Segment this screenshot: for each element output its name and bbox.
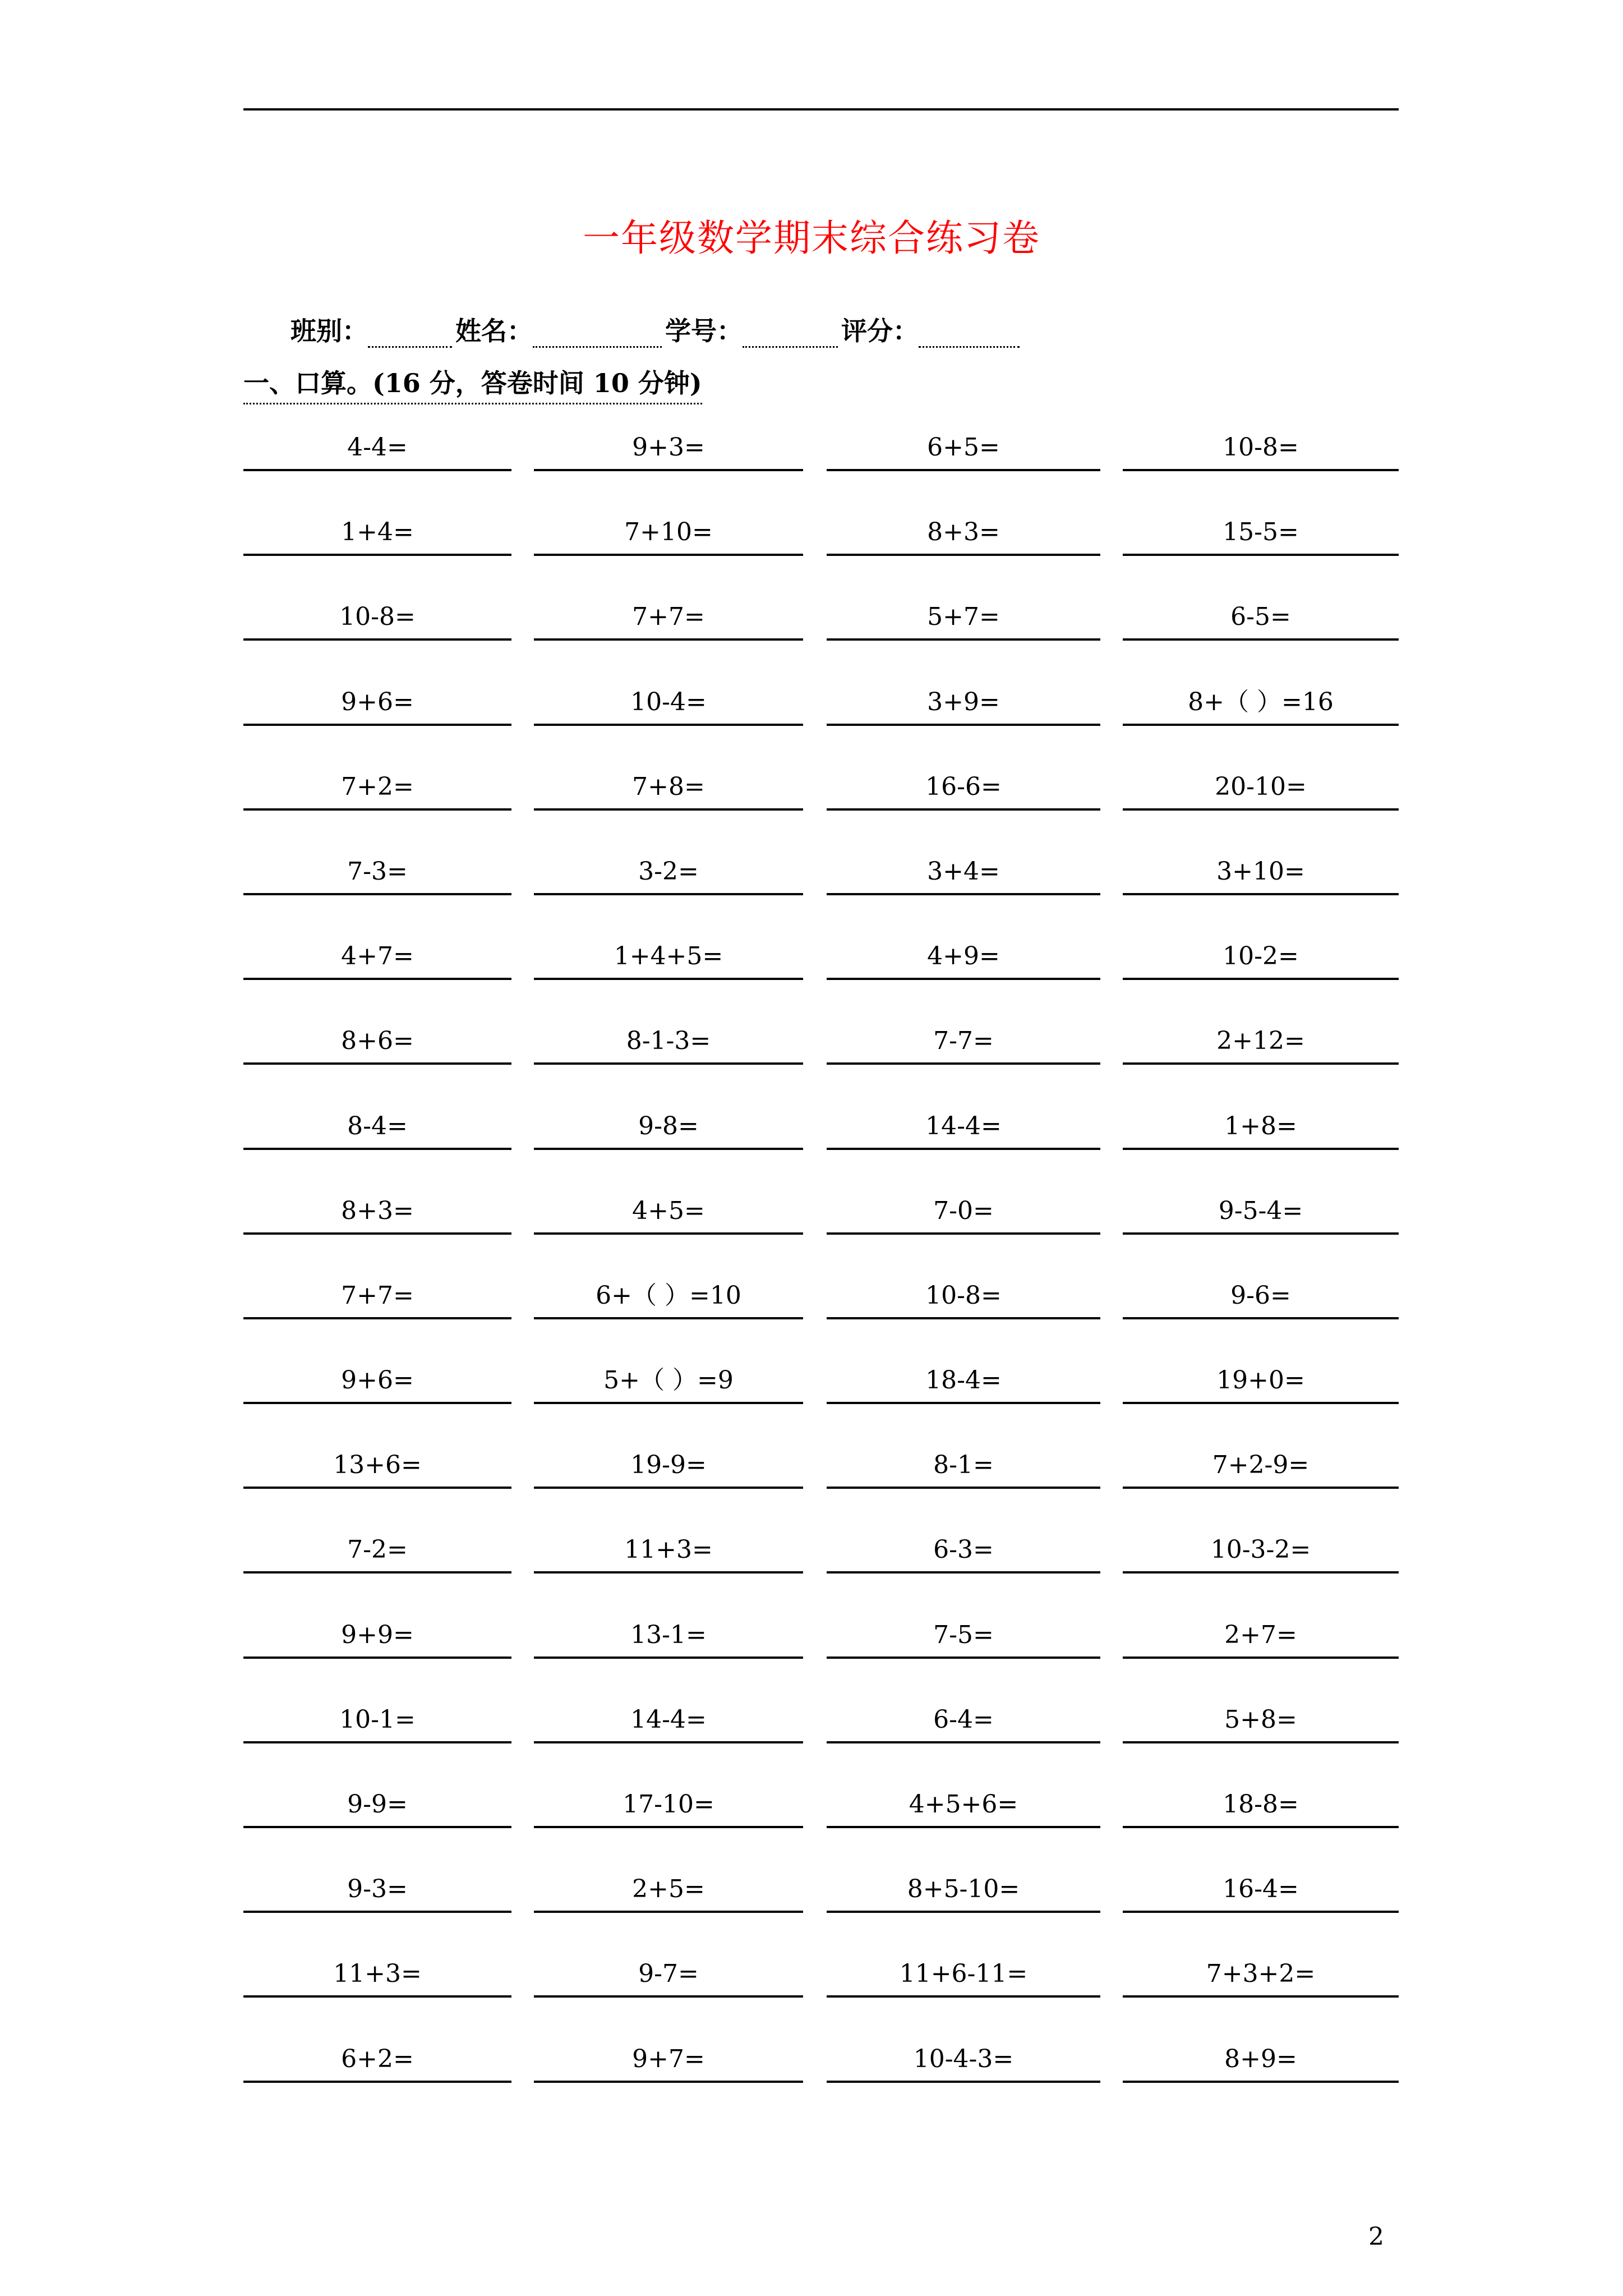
problem-cell <box>243 1179 511 1235</box>
problem-cell <box>827 754 1100 811</box>
problem-cell <box>827 1857 1100 1913</box>
student-id-label: 学号： <box>665 316 743 346</box>
problem-cell <box>827 500 1100 556</box>
problem-cell <box>534 415 803 471</box>
answer-line[interactable] <box>534 1402 803 1404</box>
problem-expression: 10-2= <box>1223 942 1299 971</box>
problem-row <box>243 670 1399 754</box>
answer-line[interactable] <box>534 1826 803 1828</box>
problem-cell <box>1123 1009 1399 1065</box>
problem-row <box>243 1772 1399 1857</box>
problem-row <box>243 2027 1399 2111</box>
problem-expression: 11+6-11= <box>899 1959 1028 1989</box>
problem-cell <box>243 1687 511 1743</box>
problem-expression: 7+3+2= <box>1206 1959 1316 1989</box>
answer-line[interactable] <box>827 1826 1100 1828</box>
answer-line[interactable] <box>243 2081 511 2083</box>
problem-cell <box>534 670 803 726</box>
answer-line[interactable] <box>1123 2081 1399 2083</box>
answer-line[interactable] <box>1123 1657 1399 1659</box>
problem-expression: 9-8= <box>638 1111 699 1140</box>
problem-expression: 9-3= <box>347 1875 408 1904</box>
problem-row <box>243 500 1399 585</box>
problem-cell <box>827 1094 1100 1150</box>
problem-row <box>243 1687 1399 1772</box>
problem-expression: 6-3= <box>933 1535 994 1565</box>
problem-expression: 19+0= <box>1216 1366 1305 1395</box>
problem-expression: 13-1= <box>630 1620 707 1649</box>
problem-cell <box>243 1094 511 1150</box>
answer-line[interactable] <box>827 638 1100 641</box>
problem-expression: 10-1= <box>339 1705 416 1734</box>
answer-line[interactable] <box>827 1571 1100 1573</box>
problem-expression: 19-9= <box>630 1451 707 1480</box>
problem-cell <box>1123 1433 1399 1489</box>
problem-expression: 1+4= <box>341 518 414 547</box>
problem-row <box>243 1094 1399 1179</box>
answer-line[interactable] <box>827 893 1100 895</box>
problem-row <box>243 1263 1399 1348</box>
problem-expression: 3+9= <box>927 687 1000 716</box>
problem-grid <box>243 415 1399 2111</box>
problem-expression: 10-4= <box>630 687 707 716</box>
problem-expression: 6+5= <box>927 433 1000 462</box>
answer-line[interactable] <box>827 469 1100 471</box>
problem-cell <box>243 500 511 556</box>
problem-expression: 5+8= <box>1224 1705 1297 1734</box>
problem-cell <box>243 585 511 641</box>
problem-cell <box>1123 1263 1399 1319</box>
problem-expression: 6-5= <box>1230 602 1291 632</box>
problem-cell <box>243 1772 511 1828</box>
problem-expression: 11+3= <box>333 1959 422 1989</box>
problem-cell <box>1123 1941 1399 1998</box>
problem-cell <box>534 1009 803 1065</box>
problem-cell <box>1123 670 1399 726</box>
problem-cell <box>534 1517 803 1573</box>
score-label: 评分： <box>841 316 919 346</box>
problem-cell <box>243 754 511 811</box>
problem-cell <box>534 1687 803 1743</box>
problem-expression: 1+8= <box>1224 1111 1297 1140</box>
problem-cell <box>534 1433 803 1489</box>
problem-row <box>243 1433 1399 1517</box>
answer-line[interactable] <box>534 554 803 556</box>
problem-cell <box>1123 1094 1399 1150</box>
worksheet-title: 一年级数学期末综合练习卷 <box>583 217 1040 260</box>
answer-line[interactable] <box>827 554 1100 556</box>
answer-line[interactable] <box>1123 1402 1399 1404</box>
problem-row <box>243 839 1399 924</box>
problem-expression: 13+6= <box>333 1451 422 1480</box>
answer-line[interactable] <box>827 808 1100 811</box>
problem-cell <box>1123 500 1399 556</box>
problem-row <box>243 415 1399 500</box>
answer-line[interactable] <box>827 2081 1100 2083</box>
problem-expression: 10-3-2= <box>1210 1535 1311 1565</box>
answer-line[interactable] <box>827 1741 1100 1743</box>
answer-line[interactable] <box>243 554 511 556</box>
problem-cell <box>243 1263 511 1319</box>
problem-cell <box>243 924 511 980</box>
problem-cell <box>827 839 1100 895</box>
answer-line[interactable] <box>243 1571 511 1573</box>
answer-line[interactable] <box>243 1657 511 1659</box>
problem-row <box>243 1517 1399 1602</box>
problem-cell <box>1123 1772 1399 1828</box>
answer-line[interactable] <box>243 1317 511 1319</box>
problem-expression: 18-4= <box>925 1366 1002 1395</box>
answer-line[interactable] <box>534 469 803 471</box>
problem-expression: 10-4-3= <box>913 2044 1014 2073</box>
answer-line[interactable] <box>534 1232 803 1235</box>
problem-cell <box>1123 754 1399 811</box>
problem-expression: 7-3= <box>347 857 408 886</box>
score-field[interactable] <box>919 318 1020 348</box>
problem-cell <box>243 1433 511 1489</box>
problem-expression: 8-1= <box>933 1451 994 1480</box>
problem-expression: 3-2= <box>638 857 699 886</box>
problem-expression: 1+4+5= <box>614 942 723 971</box>
problem-expression: 14-4= <box>925 1111 1002 1140</box>
problem-cell <box>827 1348 1100 1404</box>
problem-expression: 16-6= <box>925 772 1002 801</box>
answer-line[interactable] <box>827 978 1100 980</box>
problem-cell <box>534 1094 803 1150</box>
problem-row <box>243 1348 1399 1433</box>
problem-expression: 7+2-9= <box>1212 1451 1310 1480</box>
problem-cell <box>827 1941 1100 1998</box>
name-label: 姓名： <box>455 316 533 346</box>
problem-expression: 9+3= <box>632 433 705 462</box>
answer-line[interactable] <box>243 469 511 471</box>
answer-line[interactable] <box>243 1487 511 1489</box>
problem-row <box>243 1009 1399 1093</box>
answer-line[interactable] <box>534 1317 803 1319</box>
problem-expression: 15-5= <box>1223 518 1299 547</box>
answer-line[interactable] <box>827 1232 1100 1235</box>
answer-line[interactable] <box>243 1232 511 1235</box>
problem-expression: 6-4= <box>933 1705 994 1734</box>
answer-line[interactable] <box>827 1402 1100 1404</box>
class-label: 班别： <box>291 316 368 346</box>
problem-expression: 2+5= <box>632 1875 705 1904</box>
problem-expression: 8+9= <box>1224 2044 1297 2073</box>
problem-expression: 4+5= <box>632 1196 705 1225</box>
answer-line[interactable] <box>534 808 803 811</box>
problem-expression: 3+10= <box>1216 857 1305 886</box>
problem-cell <box>534 1263 803 1319</box>
problem-cell <box>827 2027 1100 2083</box>
problem-cell <box>827 670 1100 726</box>
problem-cell <box>1123 1517 1399 1573</box>
problem-row <box>243 924 1399 1009</box>
problem-cell <box>243 1009 511 1065</box>
answer-line[interactable] <box>1123 978 1399 980</box>
answer-line[interactable] <box>534 1995 803 1998</box>
problem-cell <box>1123 1857 1399 1913</box>
answer-line[interactable] <box>1123 1232 1399 1235</box>
problem-cell <box>1123 1603 1399 1659</box>
problem-cell <box>1123 839 1399 895</box>
answer-line[interactable] <box>1123 554 1399 556</box>
problem-expression: 8-1-3= <box>626 1027 711 1056</box>
problem-cell <box>243 2027 511 2083</box>
problem-cell <box>827 924 1100 980</box>
answer-line[interactable] <box>827 1317 1100 1319</box>
answer-line[interactable] <box>243 1911 511 1913</box>
answer-line[interactable] <box>534 638 803 641</box>
problem-expression: 7+8= <box>632 772 705 801</box>
answer-line[interactable] <box>1123 724 1399 726</box>
answer-line[interactable] <box>1123 1487 1399 1489</box>
answer-line[interactable] <box>827 1657 1100 1659</box>
answer-line[interactable] <box>243 1741 511 1743</box>
answer-line[interactable] <box>827 1487 1100 1489</box>
problem-expression: 8+3= <box>341 1196 414 1225</box>
problem-expression: 9+6= <box>341 1366 414 1395</box>
problem-cell <box>827 1603 1100 1659</box>
problem-row <box>243 1857 1399 1941</box>
problem-expression: 4+5+6= <box>909 1790 1018 1819</box>
answer-line[interactable] <box>534 893 803 895</box>
problem-cell <box>243 1603 511 1659</box>
answer-line[interactable] <box>1123 1741 1399 1743</box>
answer-line[interactable] <box>243 1062 511 1065</box>
problem-expression: 7-5= <box>933 1620 994 1649</box>
answer-line[interactable] <box>827 724 1100 726</box>
problem-cell <box>534 924 803 980</box>
problem-expression: 9+7= <box>632 2044 705 2073</box>
problem-expression: 5+7= <box>927 602 1000 632</box>
problem-expression: 10-8= <box>925 1281 1002 1310</box>
answer-line[interactable] <box>1123 1571 1399 1573</box>
problem-cell <box>827 1009 1100 1065</box>
name-field[interactable] <box>533 318 662 348</box>
problem-cell <box>1123 1348 1399 1404</box>
problem-cell <box>243 1857 511 1913</box>
problem-cell <box>827 1179 1100 1235</box>
answer-line[interactable] <box>534 724 803 726</box>
answer-line[interactable] <box>534 1487 803 1489</box>
answer-line[interactable] <box>534 1062 803 1065</box>
answer-line[interactable] <box>243 808 511 811</box>
answer-line[interactable] <box>1123 1317 1399 1319</box>
problem-cell <box>243 839 511 895</box>
page-number: 2 <box>1368 2223 1384 2251</box>
answer-line[interactable] <box>1123 1995 1399 1998</box>
problem-expression: 20-10= <box>1215 772 1307 801</box>
problem-expression: 8+6= <box>341 1027 414 1056</box>
problem-cell <box>243 1517 511 1573</box>
problem-expression: 6+2= <box>341 2044 414 2073</box>
answer-line[interactable] <box>534 1741 803 1743</box>
problem-cell <box>827 1772 1100 1828</box>
problem-cell <box>243 1348 511 1404</box>
problem-expression: 9-5-4= <box>1218 1196 1303 1225</box>
answer-line[interactable] <box>827 1995 1100 1998</box>
problem-cell <box>534 1772 803 1828</box>
problem-cell <box>534 2027 803 2083</box>
problem-expression: 7-0= <box>933 1196 994 1225</box>
problem-cell <box>827 585 1100 641</box>
answer-line[interactable] <box>1123 1911 1399 1913</box>
answer-line[interactable] <box>243 1826 511 1828</box>
problem-expression: 7+10= <box>624 518 713 547</box>
problem-cell <box>1123 585 1399 641</box>
problem-expression: 4+9= <box>927 942 1000 971</box>
problem-expression: 7+7= <box>632 602 705 632</box>
problem-cell <box>243 670 511 726</box>
problem-cell <box>534 1179 803 1235</box>
answer-line[interactable] <box>534 1657 803 1659</box>
answer-line[interactable] <box>1123 893 1399 895</box>
answer-line[interactable] <box>534 978 803 980</box>
problem-expression: 9+9= <box>341 1620 414 1649</box>
problem-cell <box>534 1603 803 1659</box>
answer-line[interactable] <box>243 893 511 895</box>
problem-expression: 5+（ ）=9 <box>603 1366 734 1395</box>
problem-cell <box>1123 1687 1399 1743</box>
problem-row <box>243 1179 1399 1263</box>
student-id-field[interactable] <box>743 318 838 348</box>
problem-cell <box>827 1433 1100 1489</box>
problem-cell <box>1123 1179 1399 1235</box>
problem-expression: 9-6= <box>1230 1281 1291 1310</box>
answer-line[interactable] <box>1123 638 1399 641</box>
answer-line[interactable] <box>827 1911 1100 1913</box>
answer-line[interactable] <box>1123 808 1399 811</box>
problem-row <box>243 1603 1399 1687</box>
problem-expression: 2+12= <box>1216 1027 1305 1056</box>
problem-expression: 3+4= <box>927 857 1000 886</box>
answer-line[interactable] <box>534 2081 803 2083</box>
problem-cell <box>827 1263 1100 1319</box>
problem-cell <box>534 1857 803 1913</box>
problem-cell <box>1123 924 1399 980</box>
problem-expression: 8-4= <box>347 1111 408 1140</box>
answer-line[interactable] <box>1123 1062 1399 1065</box>
problem-expression: 9-9= <box>347 1790 408 1819</box>
student-info-row <box>291 303 1023 348</box>
answer-line[interactable] <box>243 1402 511 1404</box>
problem-cell <box>243 1941 511 1998</box>
problem-row <box>243 754 1399 839</box>
problem-cell <box>243 415 511 471</box>
problem-expression: 4+7= <box>341 942 414 971</box>
answer-line[interactable] <box>1123 1826 1399 1828</box>
answer-line[interactable] <box>1123 469 1399 471</box>
problem-expression: 9-7= <box>638 1959 699 1989</box>
header-rule <box>243 108 1399 111</box>
answer-line[interactable] <box>1123 1148 1399 1150</box>
problem-cell <box>534 1941 803 1998</box>
problem-cell <box>534 500 803 556</box>
problem-cell <box>827 415 1100 471</box>
answer-line[interactable] <box>534 1911 803 1913</box>
answer-line[interactable] <box>243 1148 511 1150</box>
problem-expression: 10-8= <box>1223 433 1299 462</box>
problem-expression: 4-4= <box>347 433 408 462</box>
answer-line[interactable] <box>827 1062 1100 1065</box>
problem-expression: 6+（ ）=10 <box>596 1281 741 1310</box>
problem-expression: 8+（ ）=16 <box>1188 687 1334 716</box>
answer-line[interactable] <box>243 724 511 726</box>
class-field[interactable] <box>368 318 452 348</box>
problem-expression: 7+7= <box>341 1281 414 1310</box>
problem-expression: 8+3= <box>927 518 1000 547</box>
answer-line[interactable] <box>243 978 511 980</box>
problem-expression: 7+2= <box>341 772 414 801</box>
answer-line[interactable] <box>534 1148 803 1150</box>
answer-line[interactable] <box>534 1571 803 1573</box>
problem-expression: 2+7= <box>1224 1620 1297 1649</box>
answer-line[interactable] <box>827 1148 1100 1150</box>
problem-cell <box>1123 2027 1399 2083</box>
problem-expression: 8+5-10= <box>907 1875 1020 1904</box>
problem-expression: 7-7= <box>933 1027 994 1056</box>
problem-cell <box>534 754 803 811</box>
problem-expression: 18-8= <box>1223 1790 1299 1819</box>
problem-expression: 16-4= <box>1223 1875 1299 1904</box>
problem-cell <box>1123 415 1399 471</box>
problem-expression: 14-4= <box>630 1705 707 1734</box>
answer-line[interactable] <box>243 1995 511 1998</box>
problem-expression: 7-2= <box>347 1535 408 1565</box>
problem-cell <box>827 1517 1100 1573</box>
problem-expression: 17-10= <box>623 1790 714 1819</box>
problem-cell <box>534 585 803 641</box>
section-heading-mental-math: 一、口算。(16 分，答卷时间 10 分钟) <box>243 365 702 404</box>
answer-line[interactable] <box>243 638 511 641</box>
problem-row <box>243 585 1399 669</box>
problem-cell <box>827 1687 1100 1743</box>
problem-cell <box>534 1348 803 1404</box>
problem-expression: 9+6= <box>341 687 414 716</box>
problem-expression: 11+3= <box>624 1535 713 1565</box>
problem-cell <box>534 839 803 895</box>
problem-row <box>243 1941 1399 2026</box>
problem-expression: 10-8= <box>339 602 416 632</box>
